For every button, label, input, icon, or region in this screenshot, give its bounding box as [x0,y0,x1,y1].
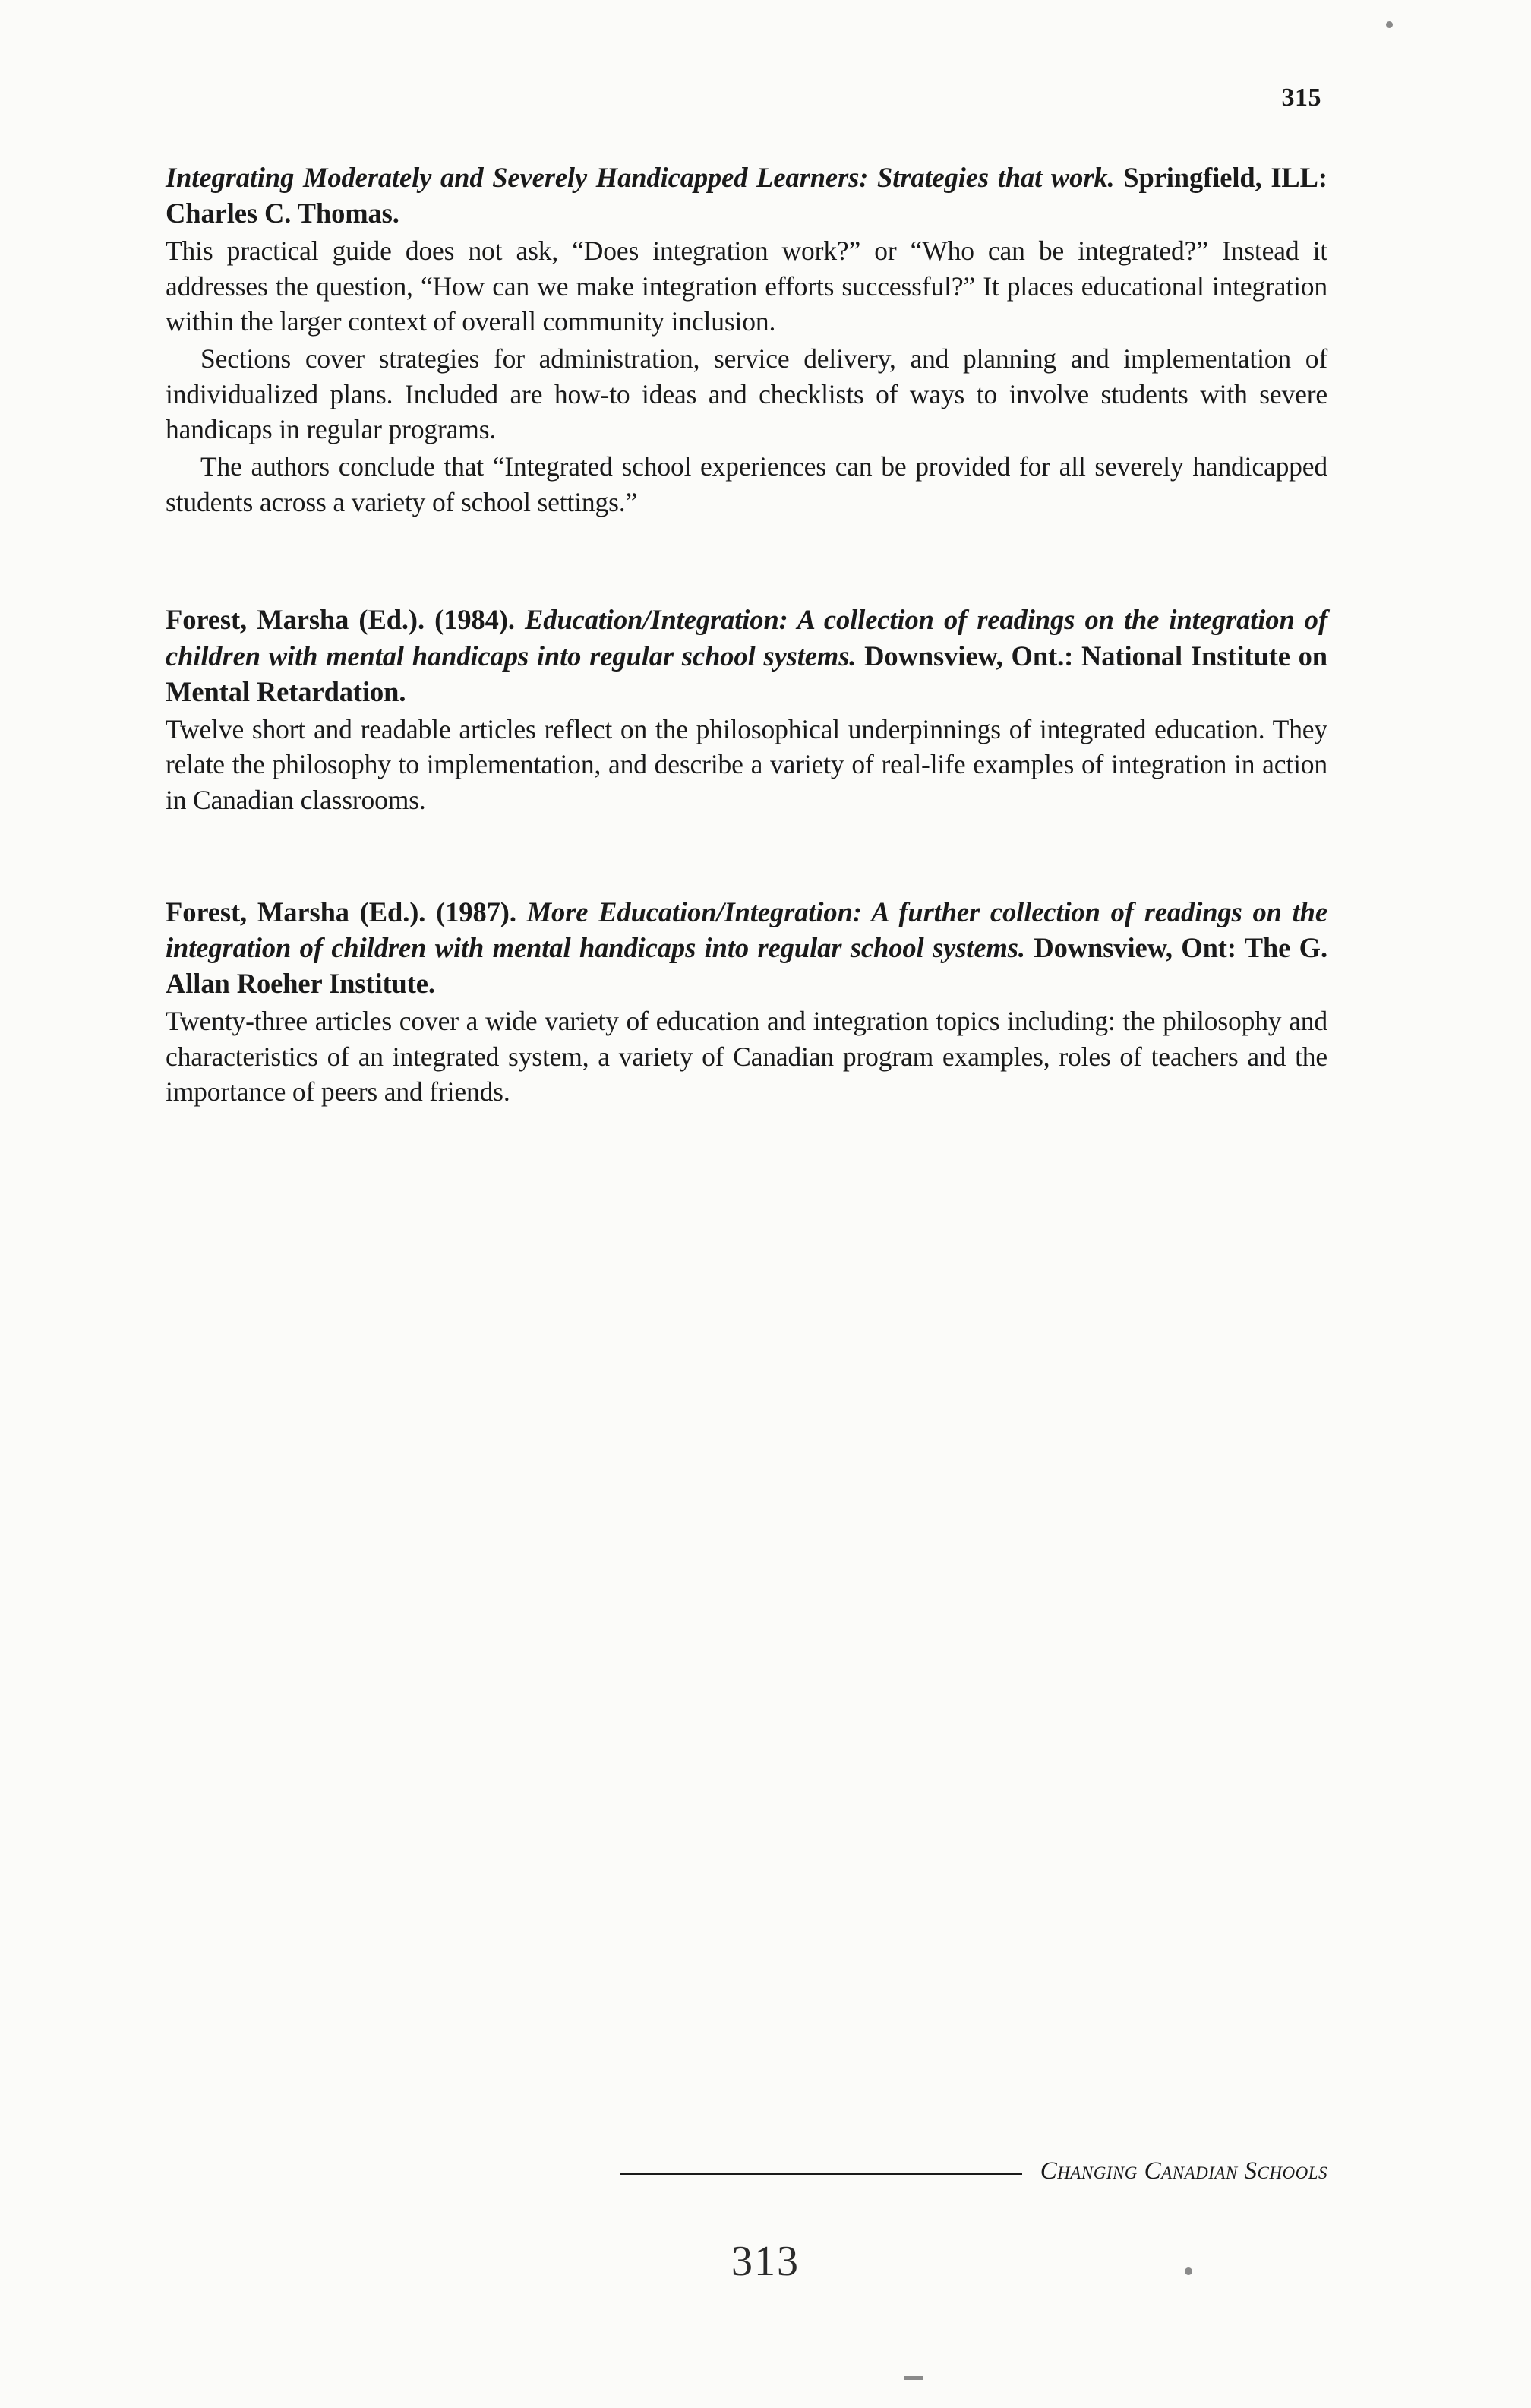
bibliography-entry [166,602,1327,817]
entry-spacer [166,821,1327,894]
entry-paragraph: The authors conclude that “Integrated school experiences can be provided for all severely handicapped students across a variety of school settings.” [166,450,1327,517]
folio-number: 313 [731,2238,800,2285]
entry-paragraph: This practical guide does not ask, “Does integration work?” or “Who can be integrated?” Instead it addresses the question, “How can we make integration efforts successful?” It places educational integration within the larger context of overall community inclusion. [166,235,1327,337]
citation-title: More Education/Integration: A further collection of readings on the integration of children with mental handicaps into regular school systems. [166,896,1327,964]
scan-artifact-speck [1386,21,1393,28]
entry-paragraph: Twelve short and readable articles reflect on the philosophical underpinnings of integrated education. They relate the philosophy to implementation, and describe a variety of real-life examples of integration in action in Canadian classrooms. [166,713,1327,815]
page-number: 315 [1281,84,1321,112]
citation-line [166,160,1327,232]
scan-artifact-speck [904,2376,923,2380]
citation-title: Education/Integration: A collection of readings on the integration of children with mental handicaps into regular school systems. [166,604,1327,672]
citation-author: Forest, Marsha (Ed.). (1984). [166,604,526,636]
bibliography-entry [166,894,1327,1110]
citation-publisher: Downsview, Ont: The G. Allan Roeher Institute. [166,932,1327,1000]
entry-paragraph: Twenty-three articles cover a wide variety of education and integration topics including: the philosophy and characteristics of an integrated system, a variety of Canadian program examples, roles of teachers and the importance of peers and friends. [166,1005,1327,1108]
page-content [166,84,1327,1113]
citation-publisher: Springfield, ILL: Charles C. Thomas. [166,162,1327,229]
bibliography-entry [166,160,1327,520]
entry-paragraph: Sections cover strategies for administration, service delivery, and planning and implementation of individualized plans. Included are how-to ideas and checklists of ways to involve students with severe handicaps in regular programs. [166,343,1327,445]
citation-publisher: Downsview, Ont.: National Institute on Mental Retardation. [166,640,1328,708]
page-footer [166,2157,1327,2185]
citation-title: Integrating Moderately and Severely Handicapped Learners: Strategies that work. [166,162,1115,193]
citation-line [166,602,1327,709]
entry-spacer [166,523,1327,602]
citation-line [166,894,1327,1002]
citation-author: Forest, Marsha (Ed.). (1987). [166,896,527,927]
running-title: Changing Canadian Schools [1040,2157,1327,2185]
footer-rule [620,2173,1022,2175]
